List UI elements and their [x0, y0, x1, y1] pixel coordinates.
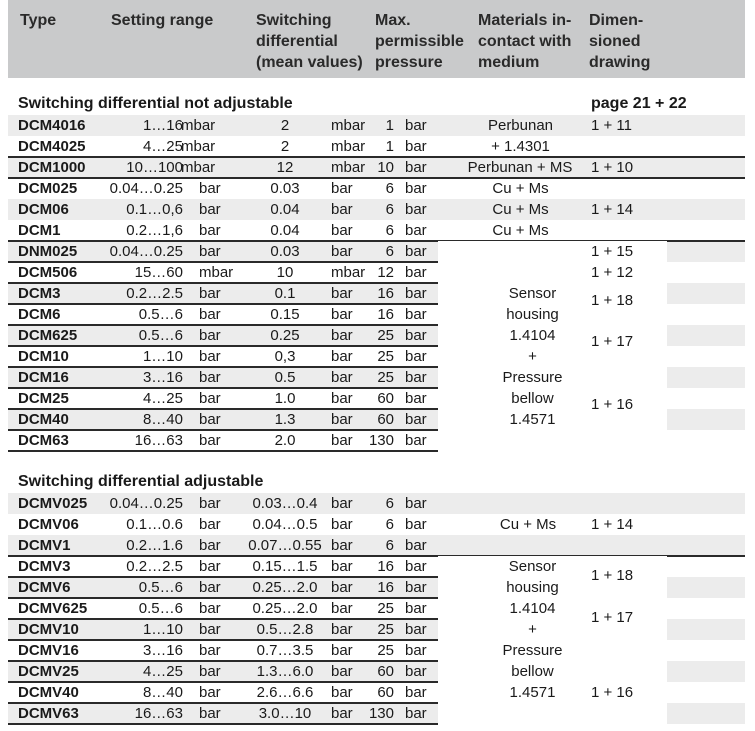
switching-differential-cell: 0,3 — [274, 348, 296, 365]
header-materials: Materials in- contact with medium — [478, 12, 572, 71]
setting-range-unit: bar — [199, 411, 221, 428]
max-pressure-unit: bar — [405, 264, 427, 281]
switching-differential-unit: bar — [331, 684, 353, 701]
max-pressure-cell: 60 — [377, 684, 394, 701]
setting-range-cell: 1…16 — [142, 117, 183, 134]
section-title-adjustable: Switching differential adjustable — [18, 473, 264, 490]
drawing-ref: 1 + 17 — [591, 609, 634, 626]
setting-range-cell: 3…16 — [142, 642, 183, 659]
setting-range-unit: bar — [199, 306, 221, 323]
max-pressure-cell: 6 — [385, 495, 394, 512]
switching-differential-unit: bar — [331, 390, 353, 407]
setting-range-unit: bar — [199, 222, 221, 239]
max-pressure-cell: 60 — [377, 390, 394, 407]
switching-differential-unit: bar — [331, 327, 353, 344]
max-pressure-cell: 60 — [377, 411, 394, 428]
switching-differential-unit: bar — [331, 348, 353, 365]
switching-differential-cell: 0.5…2.8 — [256, 621, 314, 638]
switching-differential-cell: 2.6…6.6 — [256, 684, 314, 701]
switching-differential-cell: 3.0…10 — [258, 705, 312, 722]
drawing-ref: 1 + 14 — [591, 516, 634, 533]
setting-range-unit: bar — [199, 495, 221, 512]
max-pressure-unit: bar — [405, 621, 427, 638]
setting-range-cell: 0.2…2.5 — [126, 285, 183, 302]
max-pressure-cell: 16 — [377, 558, 394, 575]
material-text: bellow — [511, 663, 554, 680]
max-pressure-unit: bar — [405, 159, 427, 176]
type-cell: DCM4016 — [18, 117, 86, 134]
max-pressure-cell: 25 — [377, 348, 394, 365]
max-pressure-unit: bar — [405, 411, 427, 428]
setting-range-unit: bar — [199, 327, 221, 344]
max-pressure-cell: 25 — [377, 642, 394, 659]
drawing-ref: 1 + 11 — [591, 117, 633, 134]
setting-range-unit: bar — [199, 201, 221, 218]
setting-range-unit: bar — [199, 537, 221, 554]
setting-range-cell: 0.5…6 — [138, 327, 183, 344]
switching-differential-cell: 0.25 — [270, 327, 300, 344]
switching-differential-unit: bar — [331, 432, 353, 449]
switching-differential-unit: bar — [331, 285, 353, 302]
material-text: housing — [506, 306, 559, 323]
switching-differential-unit: bar — [331, 411, 353, 428]
max-pressure-unit: bar — [405, 432, 427, 449]
max-pressure-cell: 25 — [377, 327, 394, 344]
type-cell: DCM6 — [18, 306, 61, 323]
drawing-ref: 1 + 16 — [591, 396, 634, 413]
header-max-pressure: Max. permissible pressure — [375, 12, 464, 71]
max-pressure-cell: 6 — [385, 516, 394, 533]
setting-range-cell: 0.1…0,6 — [126, 201, 183, 218]
switching-differential-unit: mbar — [331, 264, 366, 281]
type-cell: DCM025 — [18, 180, 78, 197]
material-text: 1.4104 — [509, 327, 556, 344]
setting-range-unit: bar — [199, 642, 221, 659]
max-pressure-cell: 16 — [377, 285, 394, 302]
max-pressure-unit: bar — [405, 663, 427, 680]
type-cell: DCMV16 — [18, 642, 79, 659]
material-text: Sensor — [508, 285, 557, 302]
header-setting-range: Setting range — [111, 12, 214, 29]
type-cell: DNM025 — [18, 243, 78, 260]
switching-differential-cell: 0.25…2.0 — [252, 579, 318, 596]
switching-differential-cell: 2 — [280, 138, 290, 155]
max-pressure-unit: bar — [405, 516, 427, 533]
setting-range-unit: bar — [199, 180, 221, 197]
setting-range-unit: bar — [199, 600, 221, 617]
setting-range-cell: 0.04…0.25 — [109, 180, 183, 197]
switching-differential-cell: 2.0 — [274, 432, 296, 449]
max-pressure-unit: bar — [405, 285, 427, 302]
switching-differential-cell: 0.07…0.55 — [248, 537, 322, 554]
max-pressure-unit: bar — [405, 201, 427, 218]
type-cell: DCMV40 — [18, 684, 79, 701]
setting-range-unit: bar — [199, 663, 221, 680]
switching-differential-unit: mbar — [331, 117, 366, 134]
drawing-ref: 1 + 12 — [591, 264, 634, 281]
setting-range-unit: bar — [199, 558, 221, 575]
switching-differential-cell: 1.3 — [274, 411, 296, 428]
material-text: Cu + Ms — [499, 516, 557, 533]
max-pressure-unit: bar — [405, 642, 427, 659]
material-text: 1.4104 — [509, 600, 556, 617]
max-pressure-unit: bar — [405, 705, 427, 722]
type-cell: DCM4025 — [18, 138, 86, 155]
switching-differential-cell: 0.04 — [270, 222, 300, 239]
material-text: bellow — [511, 390, 554, 407]
switching-differential-unit: bar — [331, 579, 353, 596]
material-text: Pressure — [502, 369, 563, 386]
drawing-ref: 1 + 17 — [591, 333, 634, 350]
setting-range-cell: 0.04…0.25 — [109, 243, 183, 260]
material-text: Cu + Ms — [492, 180, 549, 197]
max-pressure-unit: bar — [405, 180, 427, 197]
material-text: + — [528, 348, 537, 365]
max-pressure-cell: 25 — [377, 621, 394, 638]
switching-differential-unit: mbar — [331, 138, 366, 155]
switching-differential-cell: 10 — [276, 264, 294, 281]
type-cell: DCMV25 — [18, 663, 79, 680]
max-pressure-cell: 1 — [385, 117, 394, 134]
max-pressure-unit: bar — [405, 684, 427, 701]
section-title-not-adjustable: Switching differential not adjustable — [18, 95, 293, 112]
material-text: housing — [506, 579, 559, 596]
header-type: Type — [20, 12, 57, 29]
type-cell: DCM25 — [18, 390, 69, 407]
max-pressure-unit: bar — [405, 600, 427, 617]
material-text: Perbunan + MS — [467, 159, 573, 176]
setting-range-cell: 0.04…0.25 — [109, 495, 183, 512]
switching-differential-unit: bar — [331, 516, 353, 533]
switching-differential-cell: 0.7…3.5 — [256, 642, 314, 659]
setting-range-unit: bar — [199, 516, 221, 533]
setting-range-cell: 1…10 — [142, 621, 183, 638]
max-pressure-cell: 16 — [377, 306, 394, 323]
switching-differential-cell: 2 — [280, 117, 290, 134]
max-pressure-cell: 10 — [377, 159, 394, 176]
setting-range-cell: 0.1…0.6 — [126, 516, 183, 533]
setting-range-cell: 10…100 — [126, 159, 183, 176]
switching-differential-cell: 0.03 — [270, 180, 300, 197]
setting-range-unit: bar — [199, 432, 221, 449]
type-cell: DCM06 — [18, 201, 69, 218]
setting-range-cell: 4…25 — [142, 138, 183, 155]
switching-differential-unit: bar — [331, 222, 353, 239]
switching-differential-cell: 1.3…6.0 — [256, 663, 314, 680]
max-pressure-unit: bar — [405, 222, 427, 239]
max-pressure-cell: 6 — [385, 201, 394, 218]
drawing-ref: 1 + 14 — [591, 201, 634, 218]
setting-range-cell: 4…25 — [142, 663, 183, 680]
type-cell: DCM3 — [18, 285, 61, 302]
max-pressure-unit: bar — [405, 369, 427, 386]
switching-differential-cell: 0.15 — [270, 306, 300, 323]
setting-range-unit: bar — [199, 243, 221, 260]
header-switching-differential: Switching differential (mean values) — [256, 12, 363, 71]
switching-differential-cell: 0.04…0.5 — [252, 516, 318, 533]
material-text: 1.4571 — [509, 684, 556, 701]
type-cell: DCM16 — [18, 369, 69, 386]
max-pressure-cell: 6 — [385, 180, 394, 197]
drawing-ref: 1 + 18 — [591, 567, 634, 584]
switching-differential-unit: bar — [331, 369, 353, 386]
type-cell: DCM63 — [18, 432, 69, 449]
material-text: Cu + Ms — [492, 201, 549, 218]
type-cell: DCMV6 — [18, 579, 71, 596]
setting-range-cell: 0.5…6 — [138, 579, 183, 596]
max-pressure-cell: 25 — [377, 369, 394, 386]
switching-differential-unit: bar — [331, 180, 353, 197]
max-pressure-cell: 16 — [377, 579, 394, 596]
max-pressure-unit: bar — [405, 306, 427, 323]
type-cell: DCM40 — [18, 411, 69, 428]
material-text: Sensor — [508, 558, 557, 575]
setting-range-unit: bar — [199, 684, 221, 701]
setting-range-cell: 8…40 — [142, 411, 183, 428]
switching-differential-cell: 0.5 — [274, 369, 296, 386]
setting-range-unit: bar — [199, 285, 221, 302]
setting-range-unit: bar — [199, 579, 221, 596]
type-cell: DCMV025 — [18, 495, 88, 512]
switching-differential-unit: bar — [331, 705, 353, 722]
type-cell: DCMV06 — [18, 516, 79, 533]
material-text: Cu + Ms — [492, 222, 549, 239]
setting-range-unit: bar — [199, 621, 221, 638]
table-header — [8, 0, 745, 78]
max-pressure-cell: 6 — [385, 243, 394, 260]
material-text: 1.4571 — [509, 411, 556, 428]
max-pressure-unit: bar — [405, 579, 427, 596]
setting-range-unit: bar — [199, 369, 221, 386]
max-pressure-unit: bar — [405, 495, 427, 512]
switching-differential-unit: bar — [331, 201, 353, 218]
switching-differential-cell: 0.03…0.4 — [252, 495, 318, 512]
switching-differential-unit: bar — [331, 600, 353, 617]
type-cell: DCM506 — [18, 264, 78, 281]
setting-range-unit: mbar — [181, 138, 216, 155]
max-pressure-unit: bar — [405, 537, 427, 554]
drawing-ref: 1 + 15 — [591, 243, 634, 260]
switching-differential-cell: 0.04 — [270, 201, 300, 218]
max-pressure-cell: 12 — [377, 264, 394, 281]
setting-range-cell: 4…25 — [142, 390, 183, 407]
max-pressure-cell: 25 — [377, 600, 394, 617]
switching-differential-cell: 0.03 — [270, 243, 300, 260]
setting-range-cell: 3…16 — [142, 369, 183, 386]
setting-range-cell: 0.5…6 — [138, 306, 183, 323]
setting-range-cell: 16…63 — [134, 705, 183, 722]
switching-differential-unit: bar — [331, 243, 353, 260]
setting-range-unit: bar — [199, 390, 221, 407]
setting-range-cell: 0.5…6 — [138, 600, 183, 617]
max-pressure-unit: bar — [405, 348, 427, 365]
max-pressure-cell: 6 — [385, 537, 394, 554]
type-cell: DCM1000 — [18, 159, 86, 176]
setting-range-unit: mbar — [181, 117, 216, 134]
drawing-ref: 1 + 18 — [591, 292, 634, 309]
switching-differential-cell: 1.0 — [274, 390, 296, 407]
setting-range-cell: 15…60 — [134, 264, 183, 281]
setting-range-unit: mbar — [181, 159, 216, 176]
switching-differential-unit: bar — [331, 495, 353, 512]
setting-range-cell: 8…40 — [142, 684, 183, 701]
switching-differential-unit: bar — [331, 306, 353, 323]
type-cell: DCMV1 — [18, 537, 71, 554]
switching-differential-unit: bar — [331, 537, 353, 554]
type-cell: DCM10 — [18, 348, 69, 365]
setting-range-cell: 1…10 — [142, 348, 183, 365]
type-cell: DCMV625 — [18, 600, 88, 617]
max-pressure-unit: bar — [405, 243, 427, 260]
max-pressure-unit: bar — [405, 558, 427, 575]
drawing-ref: 1 + 16 — [591, 684, 634, 701]
setting-range-cell: 0.2…2.5 — [126, 558, 183, 575]
max-pressure-cell: 60 — [377, 663, 394, 680]
type-cell: DCM625 — [18, 327, 78, 344]
drawing-ref: 1 + 10 — [591, 159, 634, 176]
switching-differential-unit: bar — [331, 621, 353, 638]
switching-differential-unit: bar — [331, 642, 353, 659]
max-pressure-unit: bar — [405, 327, 427, 344]
material-text: + — [528, 621, 537, 638]
switching-differential-unit: mbar — [331, 159, 366, 176]
max-pressure-cell: 6 — [385, 222, 394, 239]
max-pressure-unit: bar — [405, 138, 427, 155]
type-cell: DCM1 — [18, 222, 61, 239]
header-dimensioned-drawing: Dimen- sioned drawing — [589, 12, 651, 71]
switching-differential-unit: bar — [331, 663, 353, 680]
switching-differential-cell: 0.15…1.5 — [252, 558, 318, 575]
material-text: + 1.4301 — [491, 138, 550, 155]
type-cell: DCMV10 — [18, 621, 79, 638]
max-pressure-unit: bar — [405, 390, 427, 407]
max-pressure-unit: bar — [405, 117, 427, 134]
setting-range-unit: mbar — [199, 264, 234, 281]
setting-range-cell: 0.2…1,6 — [126, 222, 183, 239]
material-text: Perbunan — [487, 117, 554, 134]
max-pressure-cell: 1 — [385, 138, 394, 155]
type-cell: DCMV63 — [18, 705, 79, 722]
switching-differential-cell: 12 — [276, 159, 294, 176]
setting-range-unit: bar — [199, 348, 221, 365]
switching-differential-cell: 0.1 — [274, 285, 296, 302]
material-text: Pressure — [502, 642, 563, 659]
switching-differential-unit: bar — [331, 558, 353, 575]
setting-range-cell: 0.2…1.6 — [126, 537, 183, 554]
type-cell: DCMV3 — [18, 558, 71, 575]
setting-range-unit: bar — [199, 705, 221, 722]
page-reference: page 21 + 22 — [591, 95, 687, 112]
switching-differential-cell: 0.25…2.0 — [252, 600, 318, 617]
max-pressure-cell: 130 — [368, 705, 394, 722]
max-pressure-cell: 130 — [368, 432, 394, 449]
setting-range-cell: 16…63 — [134, 432, 183, 449]
